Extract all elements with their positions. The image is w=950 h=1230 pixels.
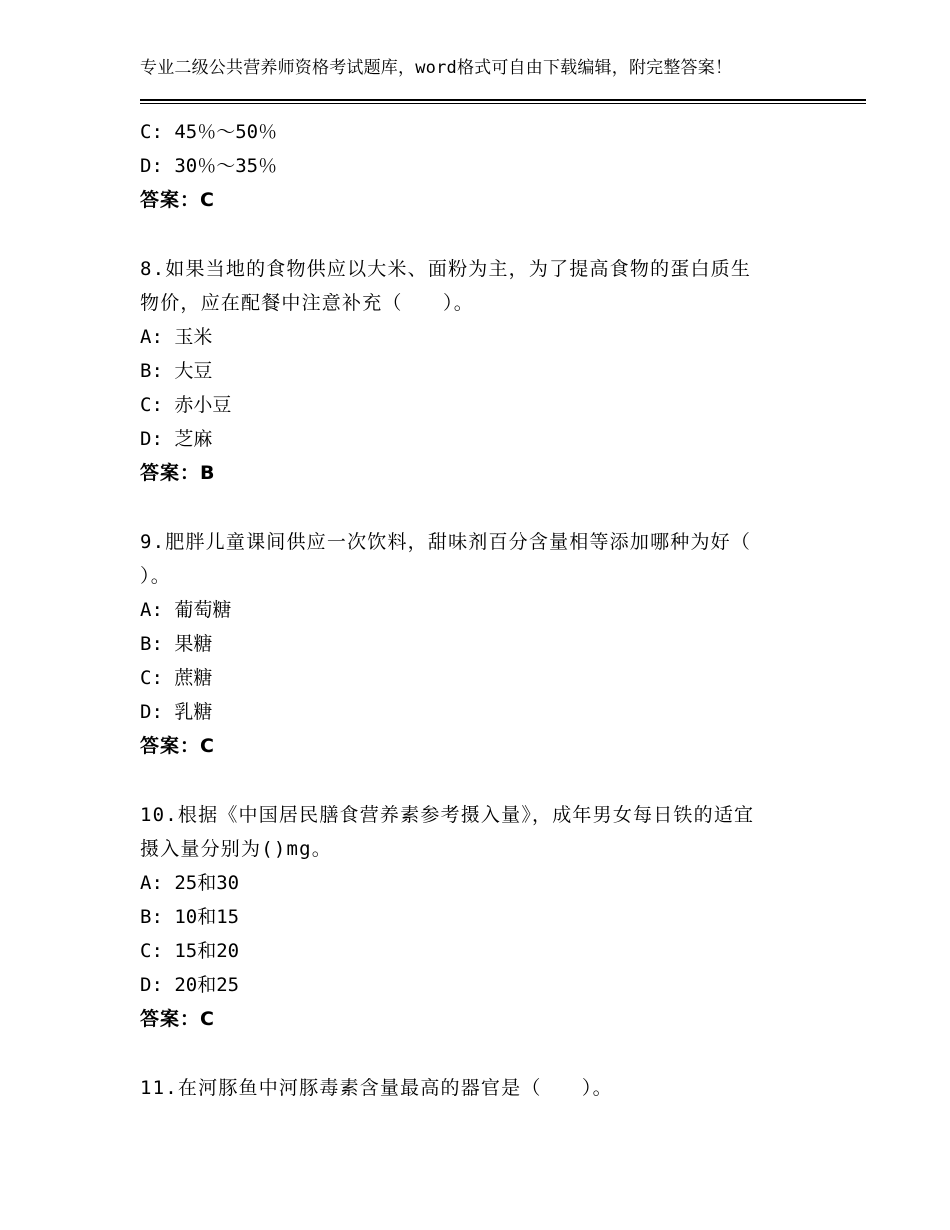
q9-answer: 答案：C xyxy=(140,735,215,757)
q10-option-a: A: 25和30 xyxy=(140,872,240,894)
q10-option-d: D: 20和25 xyxy=(140,974,240,996)
header-divider xyxy=(140,99,866,104)
q9-text-line1: 9.肥胖儿童课间供应一次饮料，甜味剂百分含量相等添加哪种为好（ xyxy=(140,531,752,553)
prev-option-c: C: 45％～50％ xyxy=(140,121,278,143)
page-header: 专业二级公共营养师资格考试题库，word格式可自由下载编辑，附完整答案！ xyxy=(140,58,733,78)
q8-option-c: C: 赤小豆 xyxy=(140,394,232,416)
prev-answer: 答案：C xyxy=(140,189,215,211)
q9-text-line2: ）。 xyxy=(140,565,171,587)
q10-option-c: C: 15和20 xyxy=(140,940,240,962)
q8-option-b: B: 大豆 xyxy=(140,360,213,382)
q10-text-line2: 摄入量分别为()mg。 xyxy=(140,838,332,860)
q11-text-line1: 11.在河豚鱼中河豚毒素含量最高的器官是（ ）。 xyxy=(140,1077,613,1099)
prev-option-d: D: 30％～35％ xyxy=(140,155,278,177)
q9-option-d: D: 乳糖 xyxy=(140,701,213,723)
q9-option-c: C: 蔗糖 xyxy=(140,667,213,689)
q9-option-a: A: 葡萄糖 xyxy=(140,599,232,621)
q8-option-a: A: 玉米 xyxy=(140,326,213,348)
q10-option-b: B: 10和15 xyxy=(140,906,240,928)
q8-text-line1: 8.如果当地的食物供应以大米、面粉为主，为了提高食物的蛋白质生 xyxy=(140,258,752,280)
q8-option-d: D: 芝麻 xyxy=(140,428,213,450)
q8-text-line2: 物价，应在配餐中注意补充（ ）。 xyxy=(140,292,474,314)
q8-answer: 答案：B xyxy=(140,462,216,484)
q10-text-line1: 10.根据《中国居民膳食营养素参考摄入量》，成年男女每日铁的适宜 xyxy=(140,804,755,826)
q9-option-b: B: 果糖 xyxy=(140,633,213,655)
q10-answer: 答案：C xyxy=(140,1008,215,1030)
